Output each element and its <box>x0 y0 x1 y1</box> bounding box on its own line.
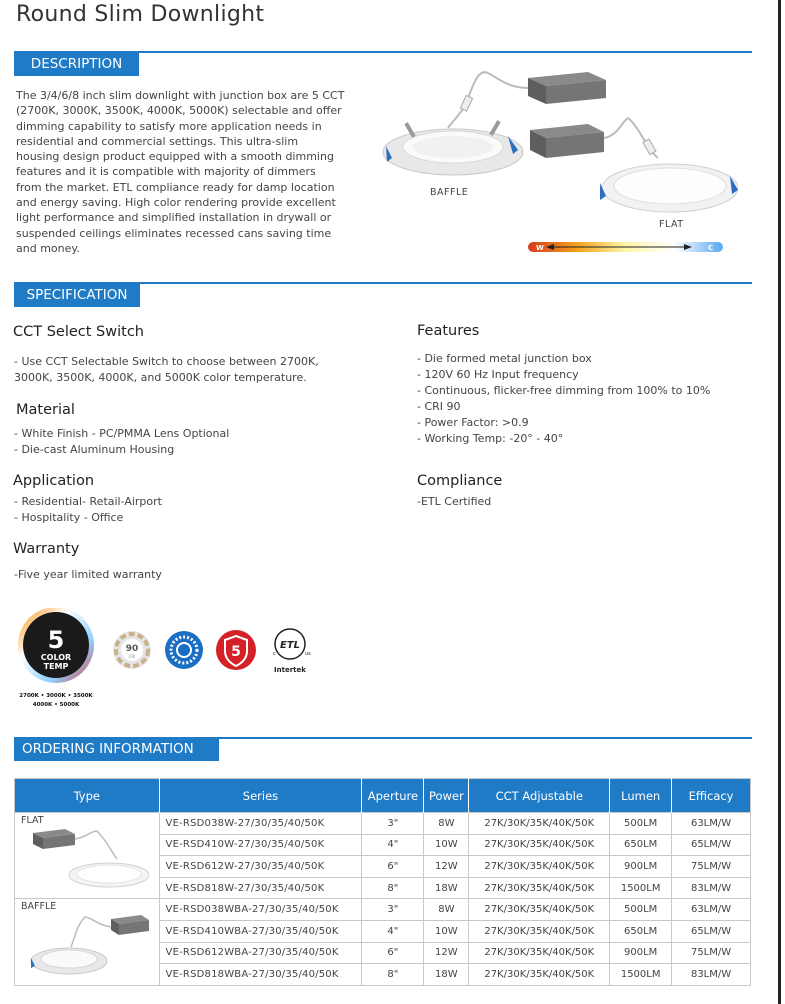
material-text: - White Finish - PC/PMMA Lens Optional - Die-cast Aluminum Housing <box>14 427 230 456</box>
description-text: The 3/4/6/8 inch slim downlight with junction box are 5 CCT (2700K, 3000K, 3500K, 4000K, 5000K) selectable and offer dimming capability to satisfy more application needs in residential and commercial settings. This ultra-slim housing design product equipped with a smooth dimming features and it is compatible with majority of dimmers from the market. ETL compliance ready for damp location and energy saving. High color rendering provide excellent light performance and simplified installation in drywall or suspended ceilings eliminates recessed cans saving time and money. <box>16 89 345 255</box>
cri-90-icon <box>113 631 151 669</box>
ordering-header <box>14 738 752 761</box>
svg-text:90: 90 <box>125 644 139 654</box>
material-title: Material <box>16 402 75 418</box>
table-row: VE-RSD410W-27/30/35/40/50K 4" 10W 27K/30K/35K/40K/50K 650LM 65LM/W <box>15 834 751 856</box>
cool-label: C <box>708 244 714 252</box>
specification-header <box>14 284 752 307</box>
compliance-title: Compliance <box>417 473 503 489</box>
baffle-downlight-image <box>383 120 523 175</box>
type-cell-flat: FLAT <box>15 813 160 899</box>
svg-text:2700K • 3000K • 3500K: 2700K • 3000K • 3500K <box>19 693 93 699</box>
table-row: FLAT VE-RSD038W-27/30/35/40/50K 3" 8W 27K/30K/35K/40K/50K 500LM 63LM/W <box>15 813 751 835</box>
col-power: Power <box>424 779 469 813</box>
product-illustration <box>378 58 738 258</box>
etl-intertek-logo <box>273 629 311 674</box>
type-cell-baffle: BAFFLE <box>15 899 160 985</box>
page-title: Round Slim Downlight <box>16 2 265 27</box>
description-heading: DESCRIPTION <box>14 53 139 76</box>
cct-title: CCT Select Switch <box>13 324 144 340</box>
col-cct: CCT Adjustable <box>469 779 610 813</box>
baffle-label: BAFFLE <box>430 187 469 198</box>
warm-label: W <box>536 244 544 252</box>
ordering-table <box>14 778 751 986</box>
application-title: Application <box>13 473 95 489</box>
compliance-text: -ETL Certified <box>417 495 492 508</box>
table-row: VE-RSD612W-27/30/35/40/50K 6" 12W 27K/30K/35K/40K/50K 900LM 75LM/W <box>15 856 751 878</box>
svg-text:5: 5 <box>231 644 241 660</box>
svg-text:Intertek: Intertek <box>274 666 306 674</box>
col-efficacy: Efficacy <box>672 779 751 813</box>
table-row: VE-RSD818W-27/30/35/40/50K 8" 18W 27K/30K/35K/40K/50K 1500LM 83LM/W <box>15 877 751 899</box>
features-title: Features <box>417 323 480 339</box>
svg-text:5: 5 <box>47 626 65 654</box>
svg-text:CRI: CRI <box>128 654 136 659</box>
svg-text:c: c <box>273 651 276 657</box>
col-aperture: Aperture <box>362 779 424 813</box>
table-header-row <box>15 779 751 813</box>
application-text: - Residential- Retail-Airport - Hospitality - Office <box>14 495 162 524</box>
certification-badges <box>14 608 344 710</box>
warranty-text: -Five year limited warranty <box>14 568 162 581</box>
flat-label: FLAT <box>659 219 684 230</box>
cct-text: - Use CCT Selectable Switch to choose between 2700K, 3000K, 3500K, 4000K, and 5000K color temperature. <box>14 355 319 384</box>
table-row: VE-RSD612WBA-27/30/35/40/50K 6" 12W 27K/30K/35K/40K/50K 900LM 75LM/W <box>15 942 751 964</box>
svg-text:TEMP: TEMP <box>43 662 69 671</box>
specification-heading: SPECIFICATION <box>14 284 140 307</box>
junction-box-image-top <box>528 72 606 104</box>
col-lumen: Lumen <box>610 779 672 813</box>
svg-text:4000K • 5000K: 4000K • 5000K <box>32 702 80 708</box>
dimmable-icon <box>165 631 203 669</box>
table-row: VE-RSD818WBA-27/30/35/40/50K 8" 18W 27K/30K/35K/40K/50K 1500LM 83LM/W <box>15 964 751 986</box>
five-year-warranty-icon <box>216 630 256 670</box>
page-edge-rule <box>778 0 781 1004</box>
flat-thumbnail-image <box>25 827 149 891</box>
col-type: Type <box>15 779 160 813</box>
svg-text:ETL: ETL <box>279 640 301 651</box>
svg-text:us: us <box>305 651 311 657</box>
five-color-temp-badge <box>18 608 94 708</box>
features-text: - Die formed metal junction box - 120V 60 Hz Input frequency - Continuous, flicker-free dimming from 100% to 10% - CRI 90 - Power Factor: >0.9 - Working Temp: -20° - 40° <box>417 352 711 445</box>
svg-text:COLOR: COLOR <box>40 653 72 662</box>
table-row: VE-RSD410WBA-27/30/35/40/50K 4" 10W 27K/30K/35K/40K/50K 650LM 65LM/W <box>15 920 751 942</box>
flat-downlight-image <box>600 164 738 212</box>
warranty-title: Warranty <box>13 541 80 557</box>
table-row: BAFFLE VE-RSD038WBA-27/30/35/40/50K 3" 8W 27K/30K/35K/40K/50K 500LM 63LM/W <box>15 899 751 921</box>
ordering-heading: ORDERING INFORMATION <box>14 738 219 761</box>
col-series: Series <box>159 779 362 813</box>
junction-box-image-bottom <box>530 124 604 158</box>
baffle-thumbnail-image <box>25 913 149 979</box>
